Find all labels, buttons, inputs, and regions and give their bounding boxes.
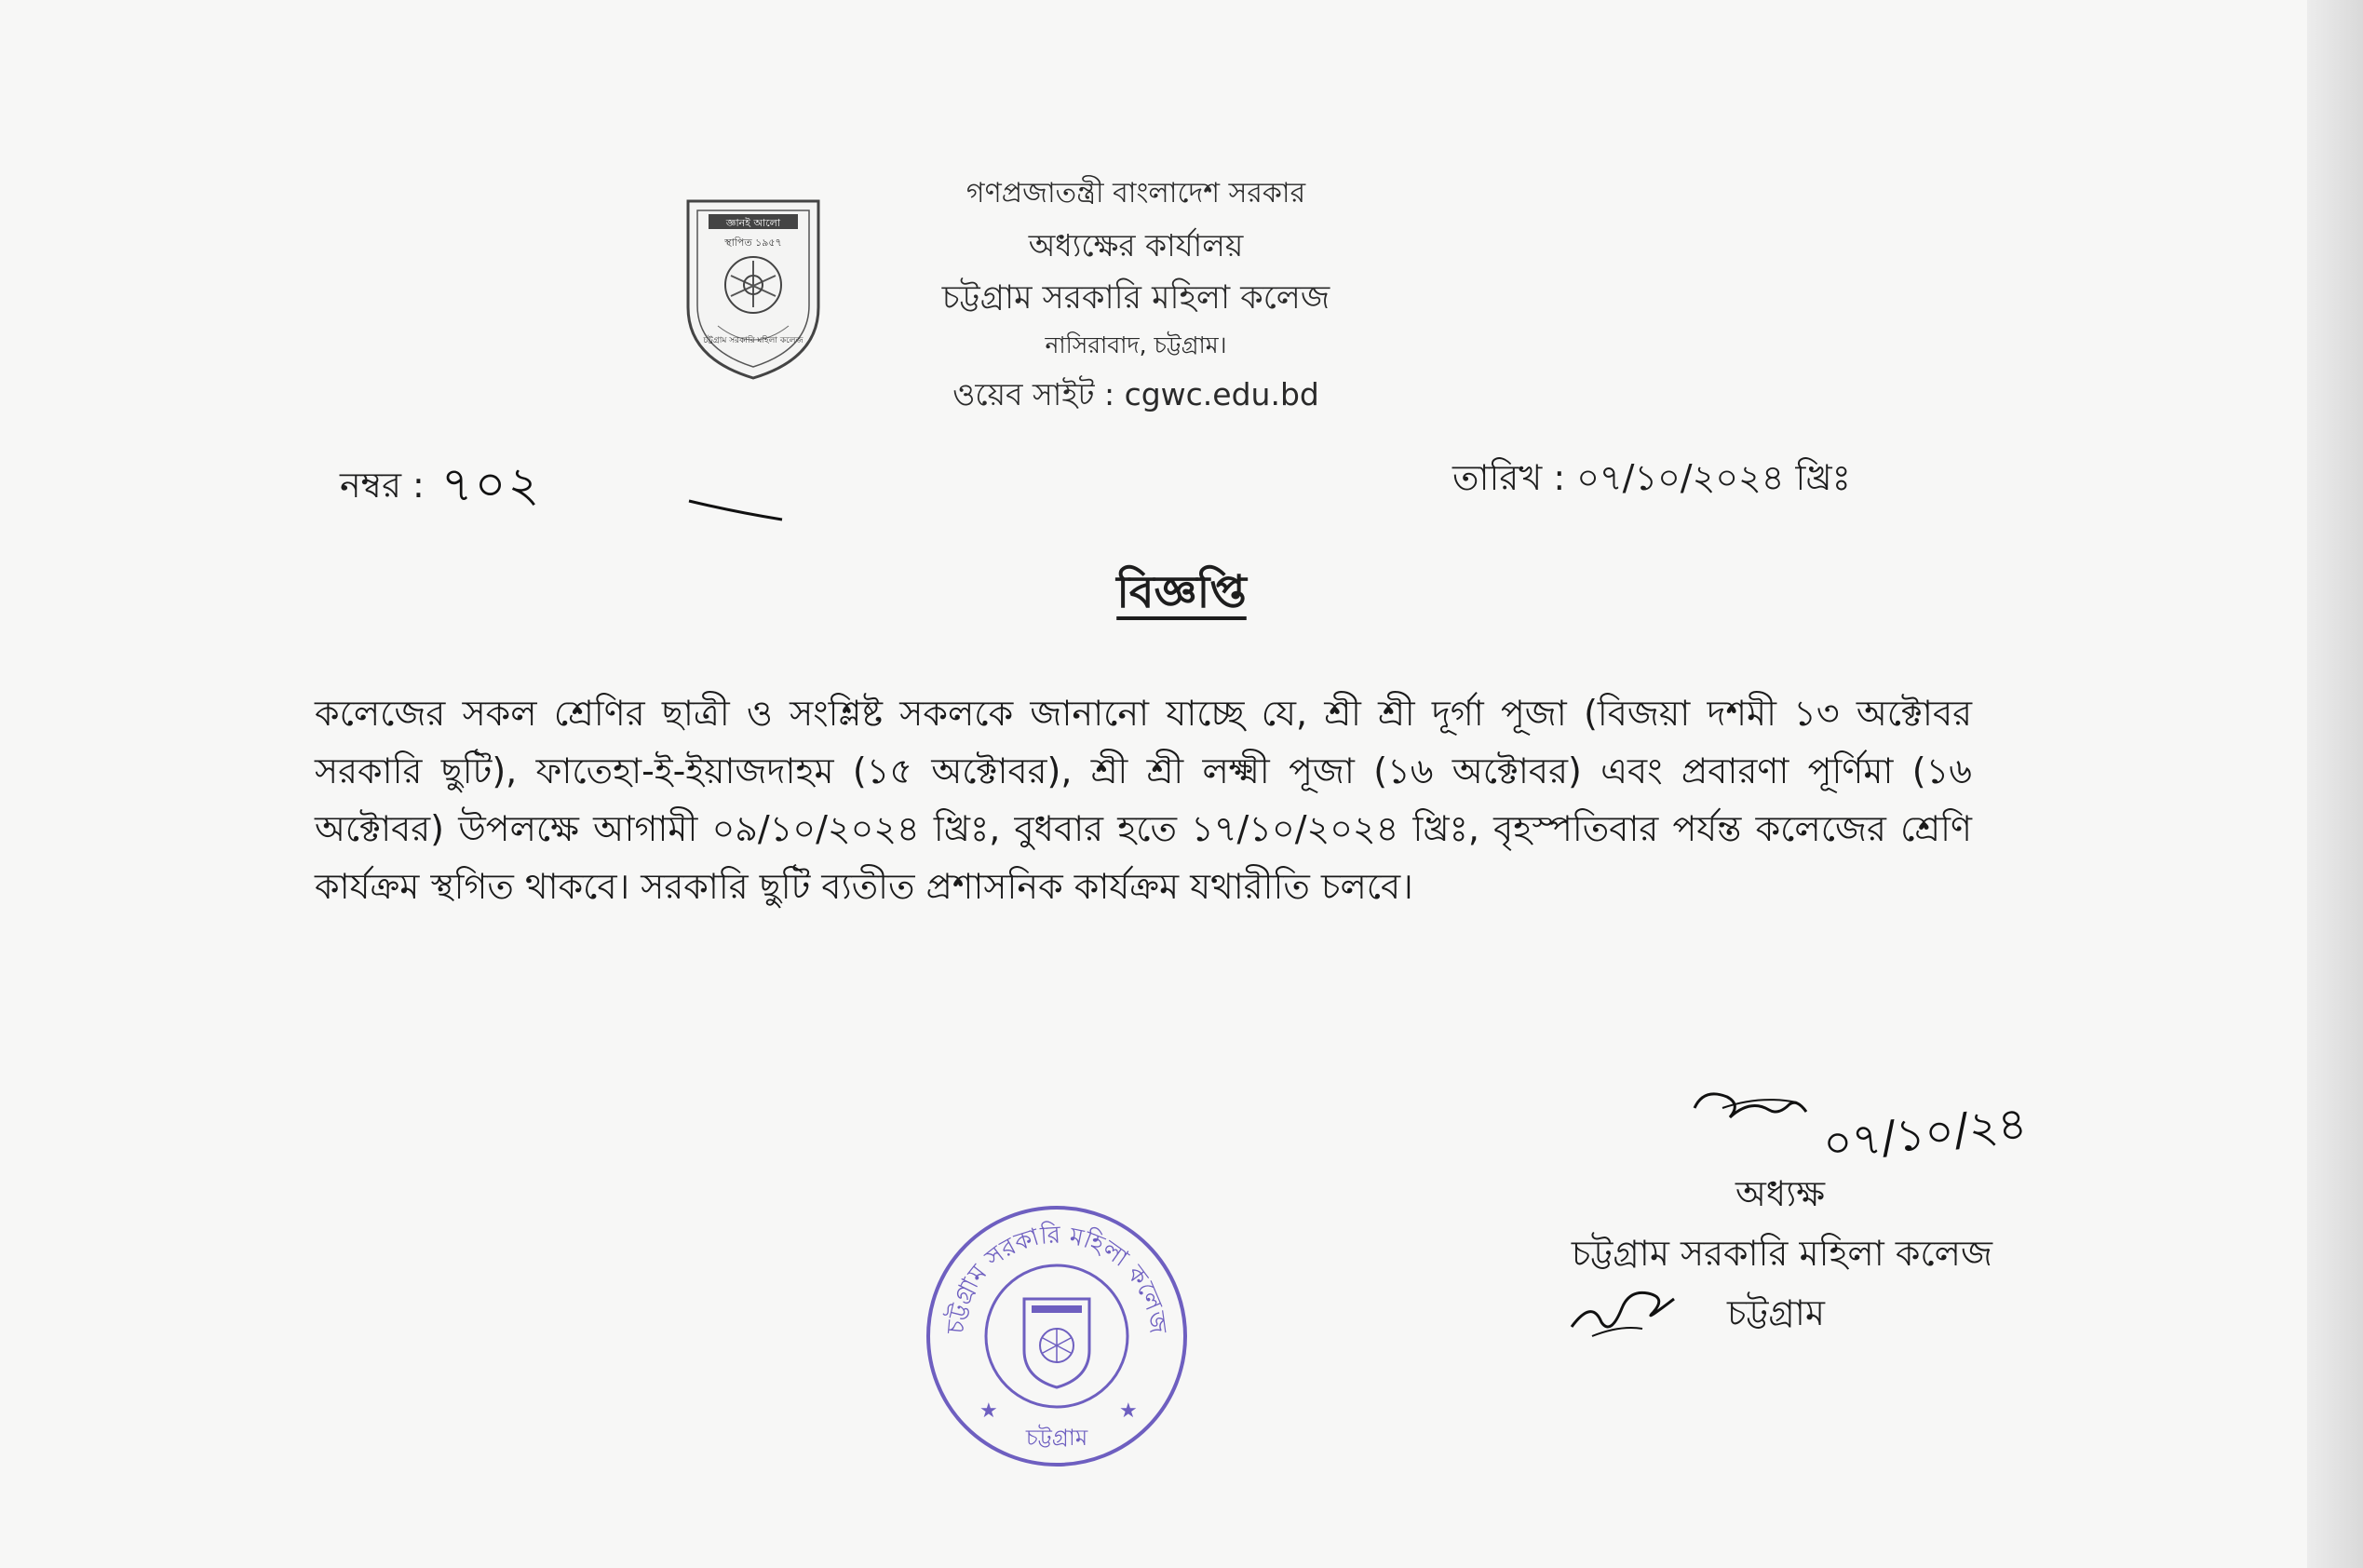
signature-block xyxy=(1471,1164,1992,1343)
college-address: নাসিরাবাদ, চট্টগ্রাম। xyxy=(1045,331,1227,358)
svg-text:★: ★ xyxy=(979,1399,998,1423)
svg-text:চট্টগ্রাম সরকারি মহিলা কলেজ: চট্টগ্রাম সরকারি মহিলা কলেজ xyxy=(941,1221,1172,1335)
memo-number-handwritten: ৭০২ xyxy=(440,457,542,513)
government-name: গণপ্রজাতন্ত্রী বাংলাদেশ সরকার xyxy=(965,177,1306,210)
svg-text:চট্টগ্রাম: চট্টগ্রাম xyxy=(1025,1425,1088,1451)
notice-body: কলেজের সকল শ্রেণির ছাত্রী ও সংশ্লিষ্ট সকলকে জানানো যাচ্ছে যে, শ্রী শ্রী দূর্গা পূজা (বিজয়া দশমী ১৩ অক্টোবর সরকারি ছুটি), ফাতেহা-ই-ইয়াজদাহম (১৫ অক্টোবর), শ্রী শ্রী লক্ষ্মী পূজা (১৬ অক্টোবর) এবং প্রবারণা পূর্ণিমা (১৬ অক্টোবর) উপলক্ষে আগামী ০৯/১০/২০২৪ খ্রিঃ, বুধবার হতে ১৭/১০/২০২৪ খ্রিঃ, বৃহস্পতিবার পর্যন্ত কলেজের শ্রেণি কার্যক্রম স্থগিত থাকবে। সরকারি ছুটি ব্যতীত প্রশাসনিক কার্যক্রম যথারীতি চলবে। xyxy=(315,693,1972,907)
notice-heading-wrap xyxy=(0,559,2363,632)
svg-text:চট্টগ্রাম সরকারি মহিলা কলেজ: চট্টগ্রাম সরকারি মহিলা কলেজ xyxy=(703,336,803,345)
signatory-title: অধ্যক্ষ xyxy=(1735,1173,1825,1214)
office-name: অধ্যক্ষের কার্যালয় xyxy=(1028,227,1244,264)
svg-text:স্থাপিত ১৯৫৭: স্থাপিত ১৯৫৭ xyxy=(724,237,782,249)
notice-date: তারিখ : ০৭/১০/২০২৪ খ্রিঃ xyxy=(1452,457,1851,498)
signatory-place: চট্টগ্রাম xyxy=(1726,1292,1825,1333)
initial-signature xyxy=(1564,1271,1685,1345)
memo-label: নম্বর : xyxy=(340,464,425,506)
office-seal-stamp xyxy=(922,1201,1192,1471)
website-line: ওয়েব সাইট : cgwc.edu.bd xyxy=(952,376,1319,412)
college-name: চট্টগ্রাম সরকারি মহিলা কলেজ xyxy=(941,279,1330,317)
college-crest-logo xyxy=(682,196,824,382)
notice-heading: বিজ্ঞপ্তি xyxy=(1116,566,1247,618)
paper-edge xyxy=(2307,0,2363,1568)
svg-text:জ্ঞানই আলো: জ্ঞানই আলো xyxy=(725,217,781,229)
signature-handwritten-date: ০৭/১০/২৪ xyxy=(1820,1097,2030,1170)
letterhead xyxy=(875,168,1397,423)
signatory-college: চট্টগ্রাম সরকারি মহিলা কলেজ xyxy=(1571,1233,1992,1274)
svg-text:★: ★ xyxy=(1119,1399,1138,1423)
memo-pen-stroke xyxy=(503,475,791,531)
memo-number-line xyxy=(340,447,541,528)
